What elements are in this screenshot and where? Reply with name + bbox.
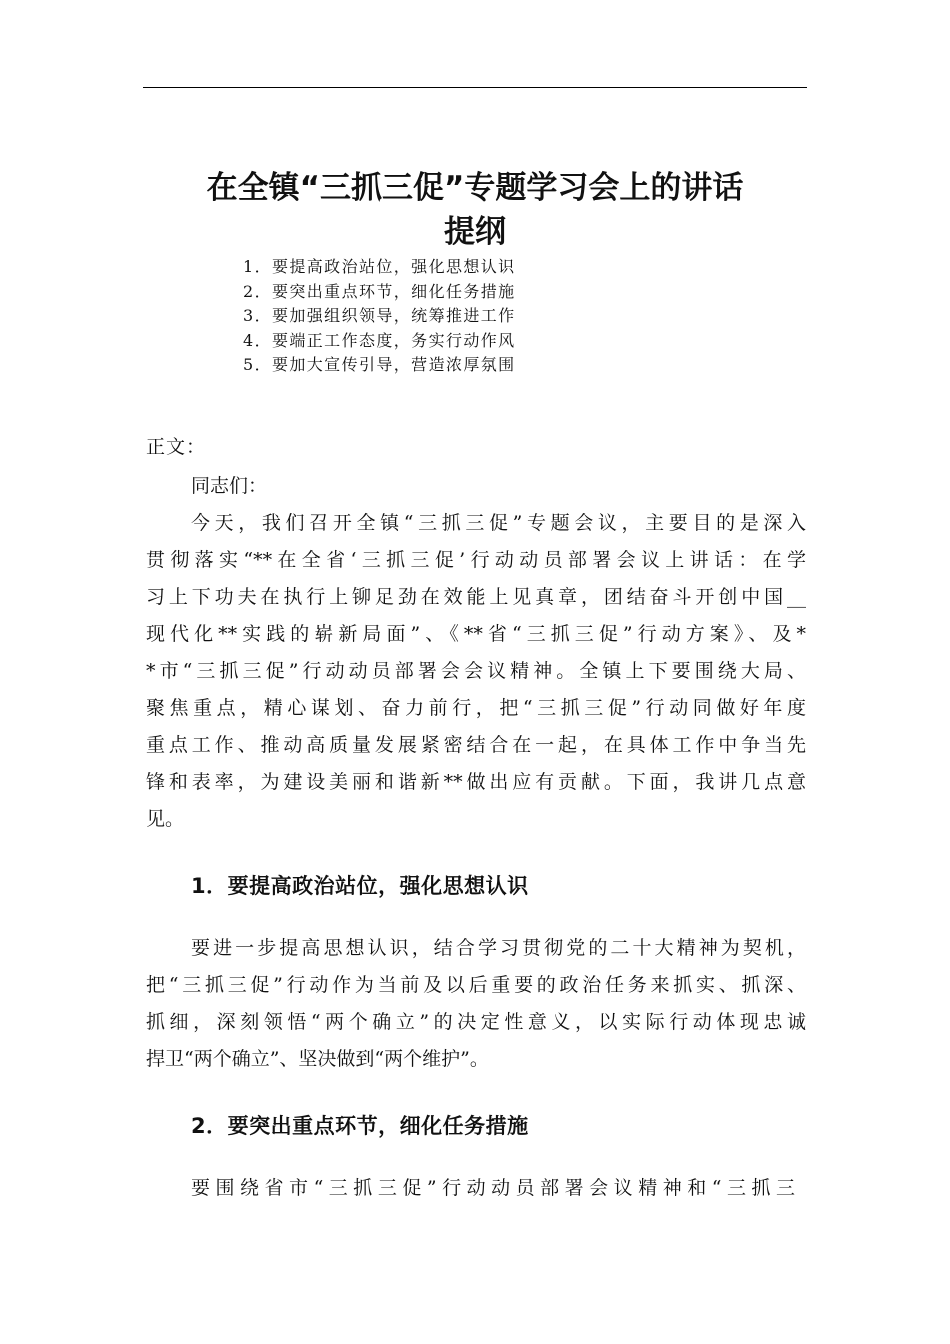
intro-line: 见。	[146, 808, 185, 830]
outline-item: 3．要加强组织领导，统筹推进工作	[243, 306, 516, 325]
intro-line: 重点工作、推动高质量发展紧密结合在一起，在具体工作中争当先	[146, 734, 806, 756]
intro-line: *市“三抓三促”行动动员部署会会议精神。全镇上下要围绕大局、	[146, 660, 806, 682]
document-title-continued: 提纲	[444, 214, 506, 250]
outline-item: 1．要提高政治站位，强化思想认识	[243, 257, 516, 276]
outline-item: 2．要突出重点环节，细化任务措施	[243, 281, 516, 301]
body-label: 正文：	[146, 436, 207, 458]
document-title: 在全镇“三抓三促”专题学习会上的讲话	[206, 170, 744, 206]
outline-list	[243, 255, 516, 378]
outline-item: 4．要端正工作态度，务实行动作风	[243, 330, 516, 350]
intro-line: 锋和表率，为建设美丽和谐新**做出应有贡献。下面，我讲几点意	[146, 771, 806, 793]
section-heading: 1．要提高政治站位，强化思想认识	[191, 874, 529, 898]
intro-line: 贯彻落实“**在全省‘三抓三促’行动动员部署会议上讲话：在学	[146, 549, 806, 571]
section-line: 要进一步提高思想认识，结合学习贯彻党的二十大精神为契机，	[191, 937, 806, 959]
section-heading: 2．要突出重点环节，细化任务措施	[191, 1114, 529, 1138]
section-line: 捍卫“两个确立”、坚决做到“两个维护”。	[146, 1048, 489, 1070]
section-line: 抓细，深刻领悟“两个确立”的决定性意义，以实际行动体现忠诚	[146, 1011, 806, 1033]
header-rule	[143, 87, 807, 88]
outline-item: 5．要加大宣传引导，营造浓厚氛围	[243, 355, 516, 374]
section-line: 要围绕省市“三抓三促”行动动员部署会议精神和“三抓三	[191, 1177, 795, 1199]
intro-line: 现代化**实践的崭新局面”、《**省“三抓三促”行动方案》、及*	[146, 623, 806, 645]
intro-line: 聚焦重点，精心谋划、奋力前行，把“三抓三促”行动同做好年度	[146, 697, 806, 719]
section-line: 把“三抓三促”行动作为当前及以后重要的政治任务来抓实、抓深、	[146, 974, 806, 996]
intro-line: 习上下功夫在执行上铆足劲在效能上见真章，团结奋斗开创中国__	[146, 586, 806, 608]
intro-line: 今天，我们召开全镇“三抓三促”专题会议，主要目的是深入	[191, 512, 806, 534]
salutation: 同志们：	[191, 475, 268, 497]
